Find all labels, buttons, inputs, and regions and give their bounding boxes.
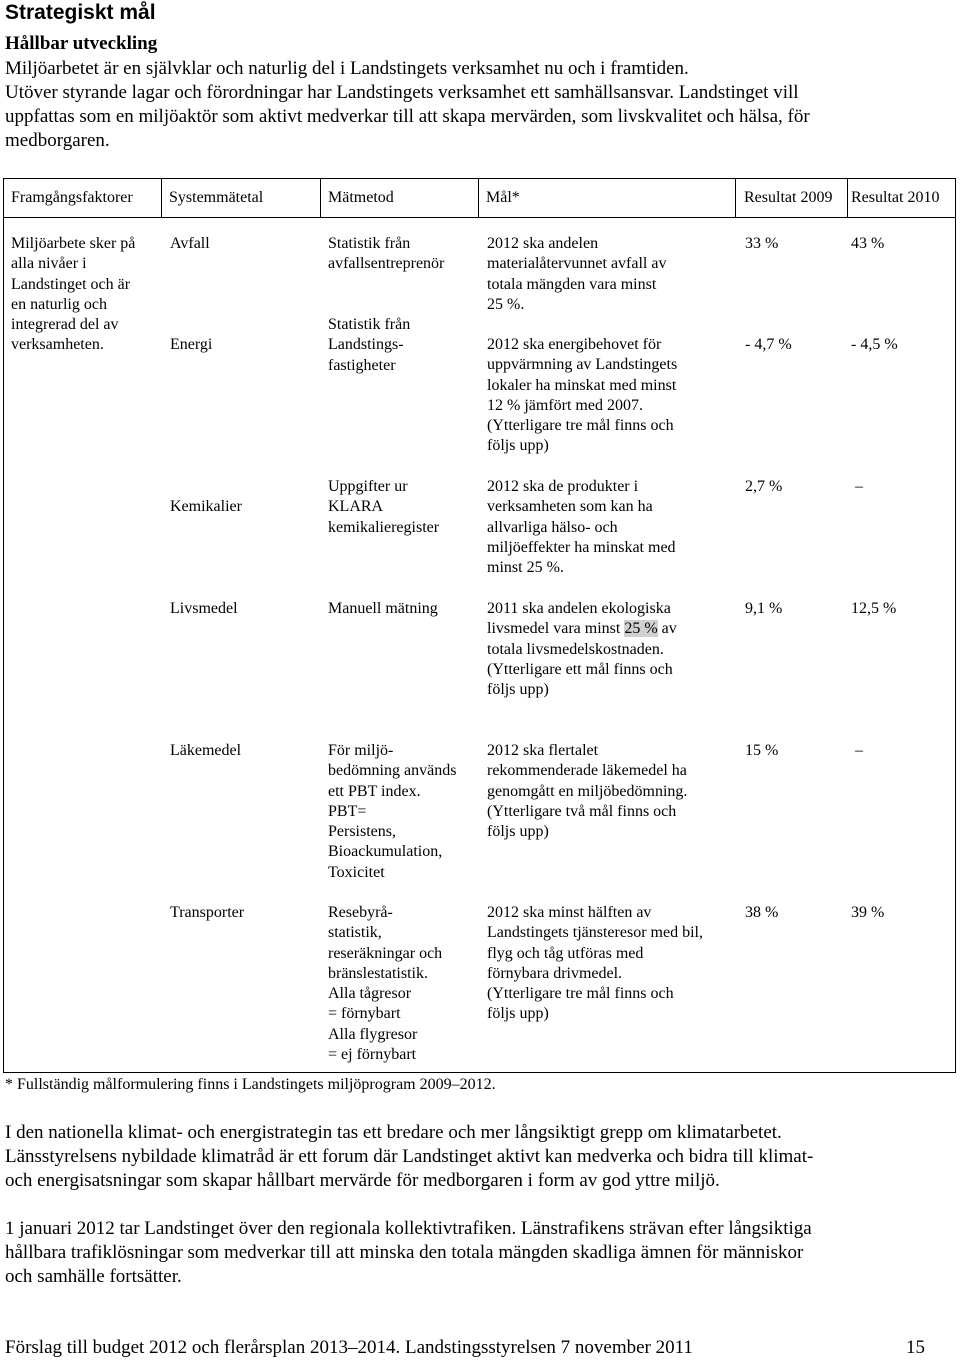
result-2009-lakemedel: 15 %: [745, 742, 779, 759]
goal-avfall: 2012 ska andelen materialåtervunnet avfall av totala mängden vara minst 25 %.: [487, 235, 667, 313]
method-avfall: Statistik från avfallsentreprenör: [328, 235, 445, 273]
paragraph-line: Länsstyrelsens nybildade klimatråd är ett forum där Landstinget aktivt kan medverka och bidra till klimat-: [5, 1146, 814, 1167]
intro-line: Miljöarbetet är en självklar och naturlig del i Landstingets verksamhet nu och i framtiden.: [5, 58, 689, 79]
factor-line: en naturlig och: [11, 295, 107, 313]
goal-livsmedel: 2011 ska andelen ekologiska livsmedel vara minst 25 % av totala livsmedelskostnaden. (Ytterligare ett mål finns och följs upp): [487, 600, 677, 699]
metric-transporter: Transporter: [170, 904, 245, 921]
result-2009-transporter: 38 %: [745, 904, 779, 921]
paragraph-line: 1 januari 2012 tar Landstinget över den regionala kollektivtrafiken. Länstrafikens strävan efter långsiktiga: [5, 1218, 812, 1239]
factor-line: Landstinget och är: [11, 275, 131, 293]
result-2010-transporter: 39 %: [851, 904, 885, 921]
paragraph-line: och energisatsningar som skapar hållbart mervärde för medborgaren i form av god yttre miljö.: [5, 1170, 720, 1191]
result-2009-kemikalier: 2,7 %: [745, 478, 783, 495]
method-livsmedel: Manuell mätning: [328, 600, 438, 617]
paragraph-line: I den nationella klimat- och energistrategin tas ett bredare och mer långsiktigt grepp om klimatarbetet.: [5, 1122, 782, 1143]
result-2010-avfall: 43 %: [851, 235, 885, 252]
result-2010-lakemedel: –: [855, 742, 863, 759]
table-header-row: [4, 179, 955, 218]
header-goal: Mål*: [486, 189, 520, 206]
metric-energi: Energi: [170, 336, 213, 353]
goal-transporter: 2012 ska minst hälften av Landstingets tjänsteresor med bil, flyg och tåg utföras med förnybara drivmedel. (Ytterligare tre mål finns och följs upp): [487, 904, 703, 1023]
factor-line: Miljöarbete sker på: [11, 235, 136, 252]
paragraph-line: och samhälle fortsätter.: [5, 1266, 182, 1287]
metric-avfall: Avfall: [170, 235, 210, 252]
header-success-factors: Framgångsfaktorer: [11, 189, 133, 206]
intro-line: medborgaren.: [5, 130, 110, 151]
header-result-2009: Resultat 2009: [744, 189, 833, 206]
goal-lakemedel: 2012 ska flertalet rekommenderade läkemedel ha genomgått en miljöbedömning. (Ytterligare två mål finns och följs upp): [487, 742, 688, 841]
goals-table: [3, 178, 956, 1073]
method-lakemedel: För miljö- bedömning används ett PBT index. PBT= Persistens, Bioackumulation, Toxicitet: [328, 742, 457, 881]
page-title: Strategiskt mål: [5, 1, 156, 24]
result-2010-livsmedel: 12,5 %: [851, 600, 897, 617]
metric-lakemedel: Läkemedel: [170, 742, 242, 759]
success-factor-cell: [11, 234, 135, 356]
header-method: Mätmetod: [328, 189, 394, 206]
method-kemikalier: Uppgifter ur KLARA kemikalieregister: [328, 478, 440, 536]
goal-energi: 2012 ska energibehovet för uppvärmning av Landstingets lokaler ha minskat med minst 12 % jämfört med 2007. (Ytterligare tre mål finns och följs upp): [487, 336, 678, 455]
result-2010-kemikalier: –: [855, 478, 863, 495]
intro-paragraph: [5, 57, 950, 153]
result-2010-energi: - 4,5 %: [851, 336, 898, 353]
method-energi: Statistik från Landstings- fastigheter: [328, 316, 411, 374]
metric-kemikalier: Kemikalier: [170, 498, 242, 515]
factor-line: verksamheten.: [11, 336, 104, 354]
page-footer: Förslag till budget 2012 och flerårsplan 2013–2014. Landstingsstyrelsen 7 november 2011: [5, 1337, 693, 1358]
method-transporter: Resebyrå- statistik, reseräkningar och bränslestatistik. Alla tågresor = förnybart Alla flygresor = ej förnybart: [328, 904, 443, 1064]
factor-line: integrerad del av: [11, 316, 119, 334]
result-2009-livsmedel: 9,1 %: [745, 600, 783, 617]
factor-line: alla nivåer i: [11, 255, 87, 273]
header-result-2010: Resultat 2010: [851, 189, 940, 206]
section-subtitle: Hållbar utveckling: [5, 33, 158, 54]
goal-kemikalier: 2012 ska de produkter i verksamheten som kan ha allvarliga hälso- och miljöeffekter ha minskat med minst 25 %.: [487, 478, 676, 577]
metric-livsmedel: Livsmedel: [170, 600, 238, 617]
table-footnote: * Fullständig målformulering finns i Landstingets miljöprogram 2009–2012.: [5, 1076, 496, 1093]
result-2009-avfall: 33 %: [745, 235, 779, 252]
page-number: 15: [906, 1337, 925, 1358]
intro-line: uppfattas som en miljöaktör som aktivt medverkar till att skapa mervärden, som livskvalitet och hälsa, för: [5, 106, 810, 127]
result-2009-energi: - 4,7 %: [745, 336, 792, 353]
intro-line: Utöver styrande lagar och förordningar har Landstingets verksamhet ett samhällsansvar. Landstinget vill: [5, 82, 799, 103]
paragraph-line: hållbara trafiklösningar som medverkar till att minska den totala mängden skadliga ämnen för människor: [5, 1242, 804, 1263]
paragraph-climate: [5, 1121, 950, 1193]
paragraph-traffic: [5, 1217, 950, 1289]
highlighted-value: 25 %: [624, 620, 658, 638]
header-system-metric: Systemmätetal: [169, 189, 264, 206]
